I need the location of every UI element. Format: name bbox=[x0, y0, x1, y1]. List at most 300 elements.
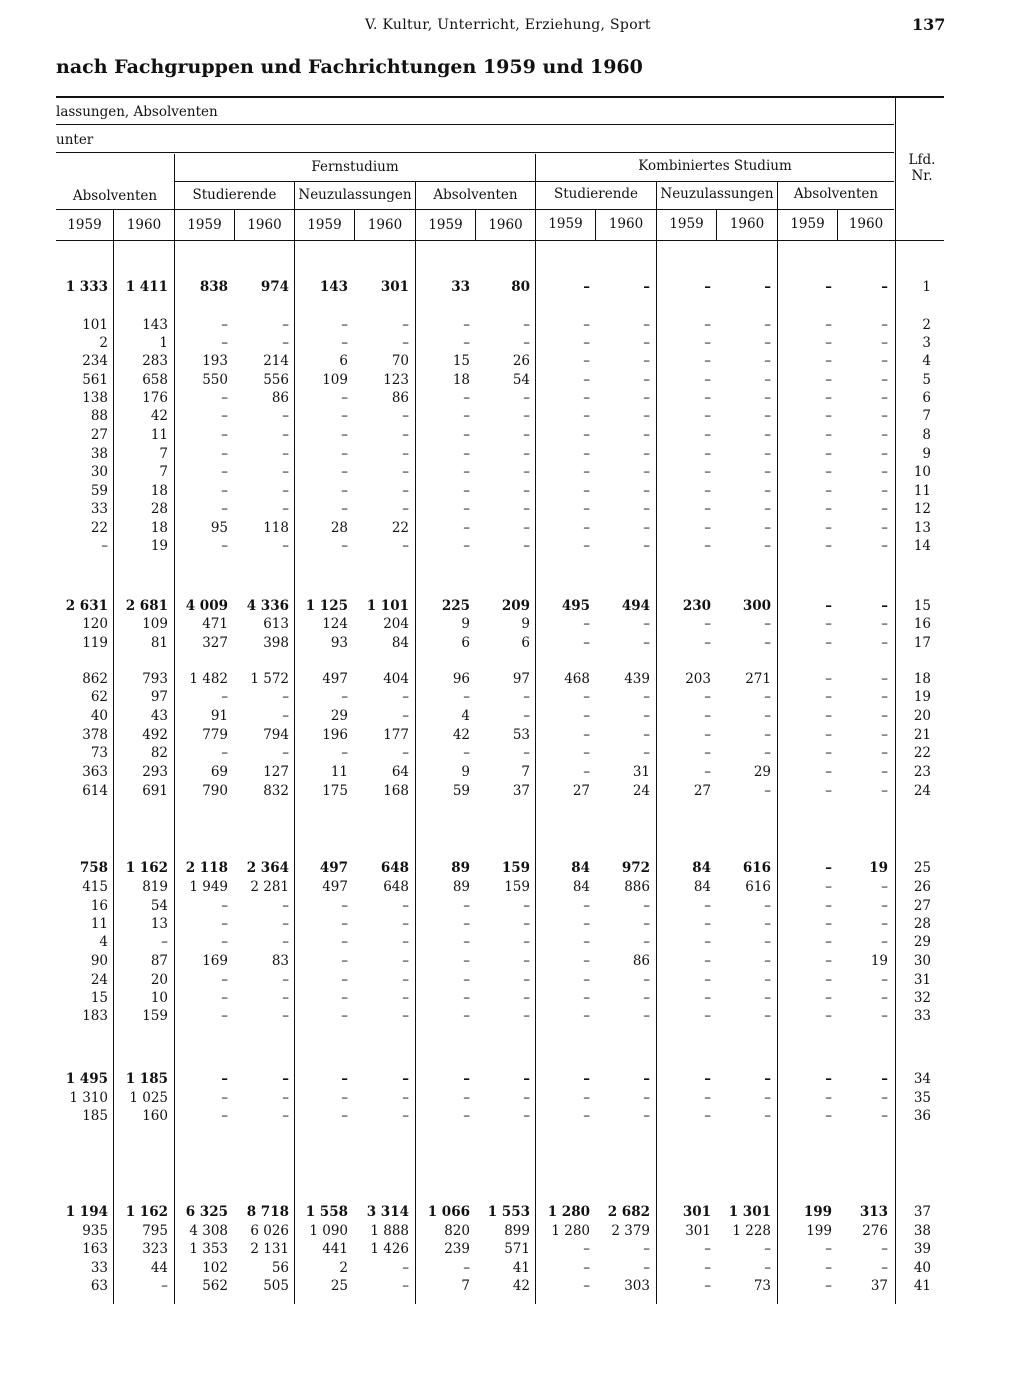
table-cell: – bbox=[825, 934, 832, 950]
table-cell: – bbox=[881, 745, 888, 761]
table-cell: – bbox=[282, 689, 289, 705]
table-cell: – bbox=[825, 727, 832, 743]
table-cell: – bbox=[825, 408, 832, 424]
table-cell: 494 bbox=[621, 598, 650, 614]
table-cell: 2 281 bbox=[250, 879, 289, 895]
table-cell: – bbox=[282, 464, 289, 480]
table-cell: – bbox=[825, 335, 832, 351]
table-cell: – bbox=[282, 1008, 289, 1024]
table-cell: – bbox=[764, 317, 771, 333]
row-number: 23 bbox=[913, 764, 931, 780]
table-cell: – bbox=[341, 1090, 348, 1106]
row-number: 31 bbox=[913, 972, 931, 988]
table-cell: – bbox=[221, 446, 228, 462]
table-cell: – bbox=[764, 689, 771, 705]
table-cell: – bbox=[881, 879, 888, 895]
row-number: 11 bbox=[913, 483, 931, 499]
table-cell: – bbox=[881, 972, 888, 988]
table-cell: 271 bbox=[745, 671, 771, 687]
table-cell: 505 bbox=[263, 1278, 289, 1294]
table-cell: 283 bbox=[142, 353, 168, 369]
row-number: 16 bbox=[913, 616, 931, 632]
table-cell: 556 bbox=[263, 372, 289, 388]
table-cell: – bbox=[643, 446, 650, 462]
table-cell: – bbox=[221, 335, 228, 351]
table-cell: – bbox=[881, 990, 888, 1006]
table-cell: 4 bbox=[461, 708, 470, 724]
table-cell: – bbox=[643, 279, 650, 295]
table-cell: 11 bbox=[150, 427, 168, 443]
table-cell: 19 bbox=[870, 953, 888, 969]
table-cell: – bbox=[764, 408, 771, 424]
table-cell: – bbox=[583, 1108, 590, 1124]
table-cell: – bbox=[583, 898, 590, 914]
year-1960: 1960 bbox=[729, 216, 765, 232]
table-cell: – bbox=[402, 464, 409, 480]
table-cell: 313 bbox=[859, 1204, 888, 1220]
table-cell: 10 bbox=[150, 990, 168, 1006]
table-cell: 441 bbox=[322, 1241, 348, 1257]
table-cell: 614 bbox=[82, 783, 108, 799]
table-cell: – bbox=[583, 727, 590, 743]
table-cell: 33 bbox=[451, 279, 470, 295]
table-cell: – bbox=[523, 689, 530, 705]
table-cell: – bbox=[341, 934, 348, 950]
table-cell: – bbox=[583, 1090, 590, 1106]
table-cell: – bbox=[101, 538, 108, 554]
table-cell: – bbox=[583, 427, 590, 443]
table-cell: – bbox=[221, 1008, 228, 1024]
table-cell: – bbox=[282, 446, 289, 462]
table-cell: – bbox=[282, 1071, 289, 1087]
table-cell: – bbox=[463, 934, 470, 950]
table-cell: 4 bbox=[99, 934, 108, 950]
table-cell: – bbox=[764, 1260, 771, 1276]
table-cell: – bbox=[523, 1090, 530, 1106]
table-cell: 550 bbox=[202, 372, 228, 388]
table-cell: – bbox=[825, 317, 832, 333]
year-1960: 1960 bbox=[126, 217, 162, 233]
table-cell: – bbox=[881, 783, 888, 799]
table-cell: – bbox=[341, 916, 348, 932]
table-cell: – bbox=[825, 1071, 832, 1087]
row-number: 13 bbox=[913, 520, 931, 536]
year-1960: 1960 bbox=[488, 217, 523, 233]
table-cell: – bbox=[881, 898, 888, 914]
table-cell: – bbox=[643, 427, 650, 443]
row-number: 34 bbox=[913, 1071, 931, 1087]
table-cell: – bbox=[643, 916, 650, 932]
table-cell: – bbox=[282, 483, 289, 499]
table-cell: – bbox=[583, 464, 590, 480]
table-cell: 29 bbox=[330, 708, 348, 724]
table-cell: – bbox=[825, 635, 832, 651]
table-cell: 73 bbox=[753, 1278, 771, 1294]
table-cell: – bbox=[341, 953, 348, 969]
table-cell: 648 bbox=[380, 860, 409, 876]
table-cell: 96 bbox=[452, 671, 470, 687]
table-cell: 30 bbox=[90, 464, 108, 480]
table-cell: – bbox=[583, 520, 590, 536]
table-cell: – bbox=[463, 464, 470, 480]
table-cell: – bbox=[704, 616, 711, 632]
table-cell: – bbox=[704, 990, 711, 1006]
table-cell: – bbox=[583, 990, 590, 1006]
table-cell: – bbox=[825, 598, 832, 614]
row-number: 36 bbox=[913, 1108, 931, 1124]
table-cell: – bbox=[583, 635, 590, 651]
table-cell: 183 bbox=[82, 1008, 108, 1024]
table-cell: – bbox=[583, 934, 590, 950]
table-cell: 84 bbox=[572, 879, 590, 895]
table-cell: – bbox=[583, 616, 590, 632]
table-cell: 27 bbox=[90, 427, 108, 443]
row-number: 1 bbox=[922, 279, 931, 295]
table-cell: – bbox=[704, 1260, 711, 1276]
table-cell: – bbox=[341, 408, 348, 424]
table-cell: 91 bbox=[210, 708, 228, 724]
table-cell: 974 bbox=[260, 279, 289, 295]
table-cell: 42 bbox=[512, 1278, 530, 1294]
table-cell: 56 bbox=[271, 1260, 289, 1276]
table-cell: – bbox=[402, 483, 409, 499]
row-number: 22 bbox=[913, 745, 931, 761]
table-cell: 38 bbox=[90, 446, 108, 462]
table-cell: 93 bbox=[330, 635, 348, 651]
table-cell: – bbox=[764, 635, 771, 651]
table-cell: – bbox=[704, 1008, 711, 1024]
table-cell: 1 125 bbox=[305, 598, 348, 614]
table-cell: – bbox=[704, 279, 711, 295]
table-cell: – bbox=[643, 520, 650, 536]
table-cell: – bbox=[764, 520, 771, 536]
table-cell: 11 bbox=[330, 764, 348, 780]
table-cell: – bbox=[825, 372, 832, 388]
table-cell: – bbox=[881, 689, 888, 705]
table-cell: 42 bbox=[452, 727, 470, 743]
table-cell: 293 bbox=[142, 764, 168, 780]
table-cell: – bbox=[463, 1008, 470, 1024]
table-cell: 4 009 bbox=[185, 598, 228, 614]
table-cell: – bbox=[341, 446, 348, 462]
table-cell: 43 bbox=[150, 708, 168, 724]
year-1960: 1960 bbox=[848, 216, 884, 232]
table-cell: – bbox=[402, 1071, 409, 1087]
table-cell: 159 bbox=[501, 860, 530, 876]
table-cell: – bbox=[881, 764, 888, 780]
row-number: 15 bbox=[913, 598, 931, 614]
table-cell: – bbox=[704, 483, 711, 499]
table-cell: – bbox=[463, 538, 470, 554]
table-cell: 2 682 bbox=[607, 1204, 650, 1220]
table-cell: 4 308 bbox=[189, 1223, 228, 1239]
header-kombi-absolventen: Absolventen bbox=[793, 186, 879, 202]
table-cell: – bbox=[881, 1090, 888, 1106]
header-absolventen-main: Absolventen bbox=[72, 188, 158, 204]
header-kombi-studierende: Studierende bbox=[553, 186, 639, 202]
table-cell: 209 bbox=[501, 598, 530, 614]
table-cell: – bbox=[643, 464, 650, 480]
table-cell: 2 681 bbox=[125, 598, 168, 614]
table-cell: – bbox=[764, 934, 771, 950]
table-cell: 16 bbox=[90, 898, 108, 914]
table-cell: 276 bbox=[862, 1223, 888, 1239]
table-cell: – bbox=[881, 464, 888, 480]
table-cell: 18 bbox=[452, 372, 470, 388]
table-cell: – bbox=[463, 916, 470, 932]
table-cell: – bbox=[643, 689, 650, 705]
table-cell: 102 bbox=[202, 1260, 228, 1276]
table-cell: – bbox=[463, 953, 470, 969]
table-cell: – bbox=[583, 1278, 590, 1294]
table-cell: 1 353 bbox=[189, 1241, 228, 1257]
table-cell: 363 bbox=[82, 764, 108, 780]
table-cell: 1 194 bbox=[65, 1204, 108, 1220]
table-cell: – bbox=[881, 635, 888, 651]
table-cell: – bbox=[402, 934, 409, 950]
table-cell: 63 bbox=[90, 1278, 108, 1294]
table-cell: 22 bbox=[90, 520, 108, 536]
table-cell: 9 bbox=[461, 616, 470, 632]
row-number: 2 bbox=[922, 317, 931, 333]
table-cell: – bbox=[221, 916, 228, 932]
table-cell: – bbox=[583, 538, 590, 554]
table-cell: – bbox=[402, 1008, 409, 1024]
table-cell: – bbox=[643, 745, 650, 761]
table-cell: 793 bbox=[142, 671, 168, 687]
table-cell: 1 558 bbox=[305, 1204, 348, 1220]
table-cell: – bbox=[704, 446, 711, 462]
table-cell: 2 bbox=[339, 1260, 348, 1276]
table-cell: – bbox=[881, 1008, 888, 1024]
table-cell: – bbox=[523, 520, 530, 536]
table-cell: – bbox=[704, 317, 711, 333]
table-cell: 1 162 bbox=[125, 860, 168, 876]
table-cell: – bbox=[881, 335, 888, 351]
table-cell: – bbox=[523, 990, 530, 1006]
table-cell: 19 bbox=[869, 860, 888, 876]
table-cell: 7 bbox=[521, 764, 530, 780]
table-cell: 4 336 bbox=[246, 598, 289, 614]
table-cell: – bbox=[402, 317, 409, 333]
table-cell: – bbox=[881, 446, 888, 462]
table-cell: 1 090 bbox=[309, 1223, 348, 1239]
table-cell: – bbox=[704, 538, 711, 554]
table-cell: 234 bbox=[82, 353, 108, 369]
table-cell: 196 bbox=[322, 727, 348, 743]
row-number: 5 bbox=[922, 372, 931, 388]
table-cell: – bbox=[221, 317, 228, 333]
table-cell: – bbox=[523, 501, 530, 517]
table-cell: – bbox=[643, 1108, 650, 1124]
table-cell: 87 bbox=[150, 953, 168, 969]
table-cell: – bbox=[341, 1071, 348, 1087]
table-cell: 378 bbox=[82, 727, 108, 743]
table-cell: 492 bbox=[142, 727, 168, 743]
row-number: 32 bbox=[913, 990, 931, 1006]
table-cell: – bbox=[583, 764, 590, 780]
table-cell: 29 bbox=[753, 764, 771, 780]
table-cell: 562 bbox=[202, 1278, 228, 1294]
table-cell: 82 bbox=[150, 745, 168, 761]
table-cell: 84 bbox=[692, 860, 711, 876]
table-cell: – bbox=[463, 317, 470, 333]
table-cell: 109 bbox=[322, 372, 348, 388]
table-cell: 54 bbox=[512, 372, 530, 388]
page-number: 137 bbox=[912, 15, 946, 34]
table-cell: – bbox=[402, 689, 409, 705]
row-number: 38 bbox=[913, 1223, 931, 1239]
table-cell: – bbox=[704, 1241, 711, 1257]
row-number: 41 bbox=[913, 1278, 931, 1294]
row-number: 7 bbox=[922, 408, 931, 424]
table-cell: – bbox=[463, 501, 470, 517]
table-cell: – bbox=[881, 934, 888, 950]
table-cell: – bbox=[523, 446, 530, 462]
table-cell: 6 026 bbox=[250, 1223, 289, 1239]
table-cell: – bbox=[643, 708, 650, 724]
table-cell: – bbox=[881, 390, 888, 406]
table-cell: 300 bbox=[742, 598, 771, 614]
table-cell: 84 bbox=[693, 879, 711, 895]
table-cell: – bbox=[523, 1108, 530, 1124]
table-cell: – bbox=[764, 972, 771, 988]
table-cell: – bbox=[764, 783, 771, 799]
table-cell: 230 bbox=[682, 598, 711, 614]
table-cell: – bbox=[704, 898, 711, 914]
row-number: 40 bbox=[913, 1260, 931, 1276]
table-cell: 24 bbox=[632, 783, 650, 799]
table-cell: – bbox=[764, 727, 771, 743]
table-cell: 1 949 bbox=[189, 879, 228, 895]
table-cell: 37 bbox=[512, 783, 530, 799]
table-cell: – bbox=[764, 990, 771, 1006]
table-cell: – bbox=[704, 934, 711, 950]
table-cell: – bbox=[221, 1071, 228, 1087]
table-cell: – bbox=[523, 483, 530, 499]
table-cell: – bbox=[583, 1260, 590, 1276]
table-cell: 64 bbox=[391, 764, 409, 780]
table-cell: – bbox=[282, 317, 289, 333]
table-cell: – bbox=[402, 1260, 409, 1276]
table-cell: – bbox=[282, 1108, 289, 1124]
rule-under-unter bbox=[56, 152, 894, 153]
table-cell: – bbox=[764, 1008, 771, 1024]
table-cell: – bbox=[704, 520, 711, 536]
table-cell: – bbox=[402, 972, 409, 988]
table-cell: – bbox=[881, 408, 888, 424]
table-cell: – bbox=[221, 990, 228, 1006]
table-cell: – bbox=[881, 501, 888, 517]
table-cell: 779 bbox=[202, 727, 228, 743]
table-cell: – bbox=[704, 916, 711, 932]
table-cell: – bbox=[523, 708, 530, 724]
table-cell: – bbox=[282, 1090, 289, 1106]
table-cell: 790 bbox=[202, 783, 228, 799]
table-cell: – bbox=[764, 446, 771, 462]
table-cell: 1 333 bbox=[65, 279, 108, 295]
row-number: 29 bbox=[913, 934, 931, 950]
table-cell: 1 310 bbox=[69, 1090, 108, 1106]
table-cell: – bbox=[523, 390, 530, 406]
row-number: 30 bbox=[913, 953, 931, 969]
table-cell: – bbox=[341, 501, 348, 517]
table-cell: – bbox=[825, 1241, 832, 1257]
table-cell: 175 bbox=[322, 783, 348, 799]
table-cell: – bbox=[764, 1241, 771, 1257]
table-cell: 398 bbox=[263, 635, 289, 651]
year-1959: 1959 bbox=[790, 216, 825, 232]
row-number: 19 bbox=[913, 689, 931, 705]
table-cell: 169 bbox=[202, 953, 228, 969]
table-cell: – bbox=[282, 934, 289, 950]
table-cell: 7 bbox=[159, 464, 168, 480]
table-cell: 124 bbox=[322, 616, 348, 632]
table-cell: 88 bbox=[90, 408, 108, 424]
table-cell: 1 553 bbox=[487, 1204, 530, 1220]
table-cell: 3 314 bbox=[366, 1204, 409, 1220]
row-number: 26 bbox=[913, 879, 931, 895]
table-cell: – bbox=[643, 335, 650, 351]
table-cell: – bbox=[523, 538, 530, 554]
table-cell: – bbox=[463, 972, 470, 988]
table-cell: 159 bbox=[504, 879, 530, 895]
table-cell: – bbox=[221, 972, 228, 988]
table-cell: 691 bbox=[142, 783, 168, 799]
table-cell: – bbox=[704, 972, 711, 988]
table-cell: 11 bbox=[90, 916, 108, 932]
table-cell: – bbox=[881, 1241, 888, 1257]
row-number: 35 bbox=[913, 1090, 931, 1106]
table-cell: – bbox=[221, 408, 228, 424]
table-cell: – bbox=[583, 745, 590, 761]
table-cell: 22 bbox=[391, 520, 409, 536]
row-number: 28 bbox=[913, 916, 931, 932]
table-cell: 83 bbox=[271, 953, 289, 969]
table-cell: 2 364 bbox=[246, 860, 289, 876]
table-cell: – bbox=[341, 745, 348, 761]
table-cell: – bbox=[764, 1071, 771, 1087]
header-lfd: Lfd. bbox=[908, 152, 936, 168]
year-1960: 1960 bbox=[367, 217, 403, 233]
table-cell: – bbox=[704, 353, 711, 369]
year-1959: 1959 bbox=[548, 216, 583, 232]
table-cell: – bbox=[402, 708, 409, 724]
table-cell: – bbox=[764, 335, 771, 351]
table-cell: 2 bbox=[99, 335, 108, 351]
table-cell: – bbox=[402, 1108, 409, 1124]
table-cell: 199 bbox=[803, 1204, 832, 1220]
table-cell: 616 bbox=[742, 860, 771, 876]
table-cell: 15 bbox=[452, 353, 470, 369]
table-cell: – bbox=[341, 335, 348, 351]
table-cell: – bbox=[764, 501, 771, 517]
table-cell: 143 bbox=[142, 317, 168, 333]
table-cell: – bbox=[643, 727, 650, 743]
table-cell: 758 bbox=[79, 860, 108, 876]
table-cell: – bbox=[282, 990, 289, 1006]
table-cell: – bbox=[825, 501, 832, 517]
table-cell: 81 bbox=[150, 635, 168, 651]
table-cell: 41 bbox=[512, 1260, 530, 1276]
table-cell: 138 bbox=[82, 390, 108, 406]
table-cell: – bbox=[881, 1071, 888, 1087]
table-cell: 7 bbox=[461, 1278, 470, 1294]
table-cell: 613 bbox=[263, 616, 289, 632]
table-cell: 15 bbox=[90, 990, 108, 1006]
table-cell: 899 bbox=[504, 1223, 530, 1239]
table-cell: 439 bbox=[624, 671, 650, 687]
